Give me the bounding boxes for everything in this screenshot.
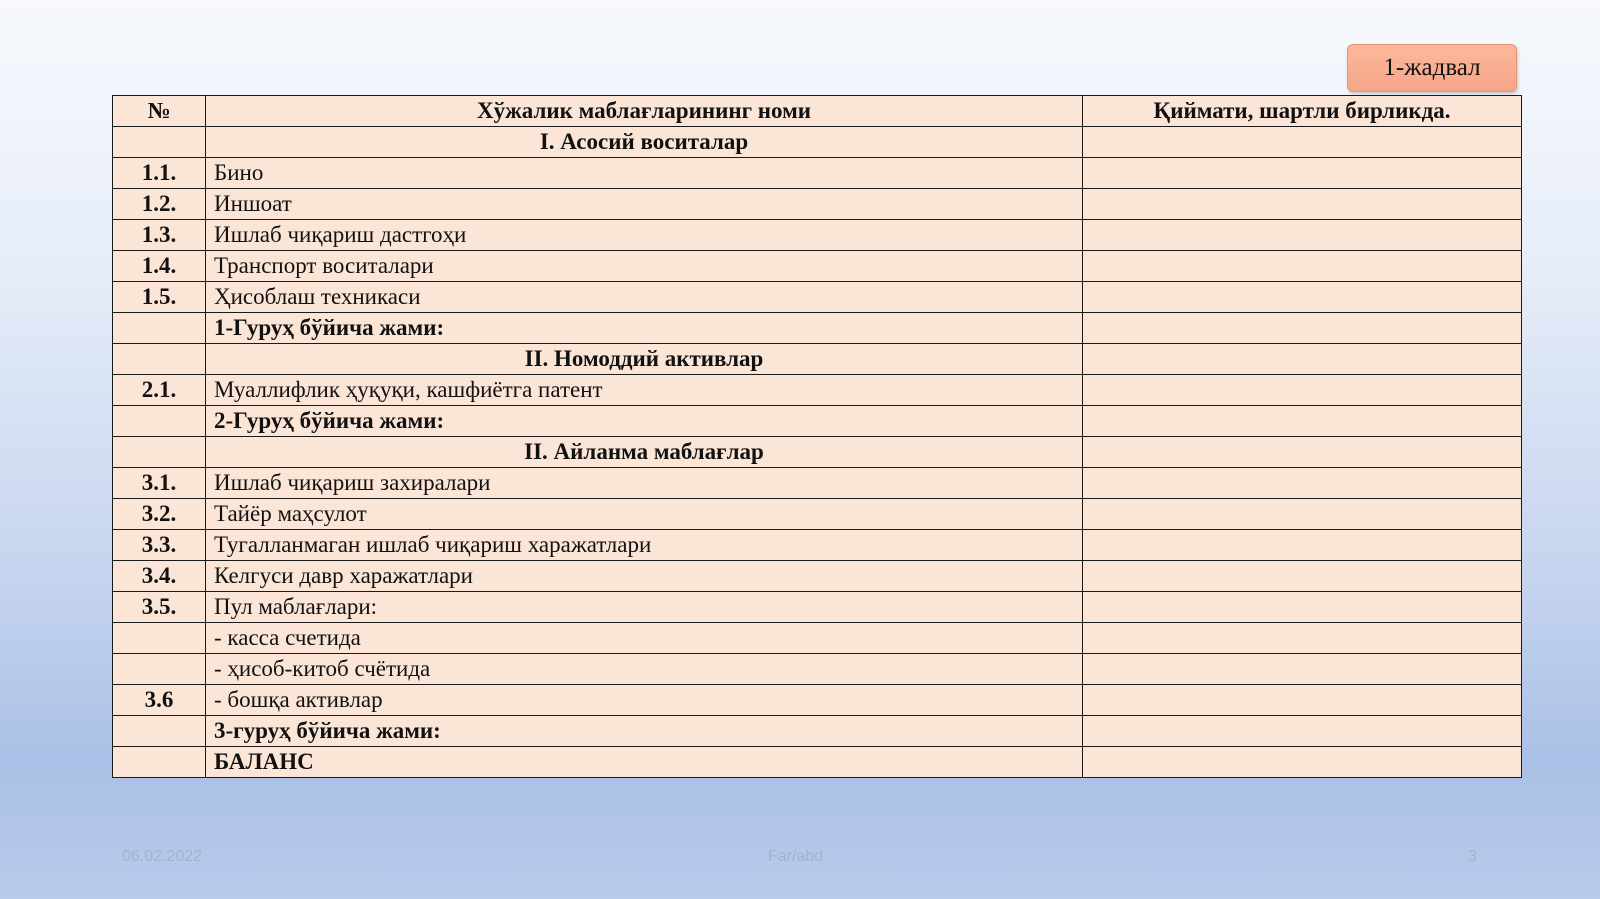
row-name: Тугалланмаган ишлаб чиқариш харажатлари <box>206 530 1083 561</box>
table-number-badge: 1-жадвал <box>1347 44 1517 92</box>
table-row <box>113 468 1522 499</box>
section-heading: II. Номоддий активлар <box>206 344 1083 375</box>
row-value <box>1083 282 1522 313</box>
footer-author: Far/abd <box>768 848 824 865</box>
row-value <box>1083 685 1522 716</box>
row-value <box>1083 716 1522 747</box>
table-header-row <box>113 96 1522 127</box>
footer-page-number: 3 <box>1468 848 1477 865</box>
row-value <box>1083 158 1522 189</box>
row-number <box>113 747 206 778</box>
row-value <box>1083 375 1522 406</box>
row-name: Пул маблағлари: <box>206 592 1083 623</box>
balance-total-label: БАЛАНС <box>206 747 1083 778</box>
row-value <box>1083 437 1522 468</box>
row-value <box>1083 747 1522 778</box>
table-row-section <box>113 127 1522 158</box>
header-value: Қиймати, шартли бирликда. <box>1083 96 1522 127</box>
table-row-subtotal <box>113 716 1522 747</box>
row-number <box>113 654 206 685</box>
section-heading: II. Айланма маблағлар <box>206 437 1083 468</box>
row-number: 1.1. <box>113 158 206 189</box>
subtotal-label: 1-Гуруҳ бўйича жами: <box>206 313 1083 344</box>
row-number: 3.2. <box>113 499 206 530</box>
row-number <box>113 127 206 158</box>
table-row <box>113 251 1522 282</box>
row-name: Ишлаб чиқариш захиралари <box>206 468 1083 499</box>
row-number <box>113 313 206 344</box>
row-name: Иншоат <box>206 189 1083 220</box>
row-number: 1.5. <box>113 282 206 313</box>
row-name: - бошқа активлар <box>206 685 1083 716</box>
table-row <box>113 189 1522 220</box>
header-asset-name: Хўжалик маблағларининг номи <box>206 96 1083 127</box>
row-number <box>113 623 206 654</box>
row-value <box>1083 251 1522 282</box>
row-number: 1.3. <box>113 220 206 251</box>
row-name: Ҳисоблаш техникаси <box>206 282 1083 313</box>
row-name: - ҳисоб-китоб счётида <box>206 654 1083 685</box>
row-number: 1.4. <box>113 251 206 282</box>
row-value <box>1083 623 1522 654</box>
subtotal-label: 2-Гуруҳ бўйича жами: <box>206 406 1083 437</box>
row-value <box>1083 654 1522 685</box>
row-value <box>1083 127 1522 158</box>
row-number: 3.1. <box>113 468 206 499</box>
row-number: 3.3. <box>113 530 206 561</box>
table-row <box>113 654 1522 685</box>
row-name: Келгуси давр харажатлари <box>206 561 1083 592</box>
row-value <box>1083 530 1522 561</box>
row-value <box>1083 499 1522 530</box>
row-number <box>113 716 206 747</box>
row-value <box>1083 220 1522 251</box>
row-number: 2.1. <box>113 375 206 406</box>
table-row-subtotal <box>113 406 1522 437</box>
row-name: Муаллифлик ҳуқуқи, кашфиётга патент <box>206 375 1083 406</box>
footer-date: 06.02.2022 <box>122 848 203 865</box>
row-value <box>1083 344 1522 375</box>
row-name: Бино <box>206 158 1083 189</box>
table-row-section <box>113 344 1522 375</box>
row-value <box>1083 592 1522 623</box>
header-number: № <box>113 96 206 127</box>
row-number: 3.4. <box>113 561 206 592</box>
row-value <box>1083 561 1522 592</box>
table-row <box>113 623 1522 654</box>
row-name: Ишлаб чиқариш дастгоҳи <box>206 220 1083 251</box>
row-value <box>1083 313 1522 344</box>
row-number: 1.2. <box>113 189 206 220</box>
row-value <box>1083 468 1522 499</box>
table-row <box>113 592 1522 623</box>
table-row-subtotal <box>113 313 1522 344</box>
row-number: 3.6 <box>113 685 206 716</box>
table-row <box>113 685 1522 716</box>
row-number <box>113 406 206 437</box>
table-row <box>113 158 1522 189</box>
table-row <box>113 561 1522 592</box>
row-value <box>1083 189 1522 220</box>
balance-table <box>112 95 1522 778</box>
section-heading: I. Асосий воситалар <box>206 127 1083 158</box>
table-row <box>113 530 1522 561</box>
table-row <box>113 499 1522 530</box>
table-row-total <box>113 747 1522 778</box>
row-name: Тайёр маҳсулот <box>206 499 1083 530</box>
table-row-section <box>113 437 1522 468</box>
row-number <box>113 344 206 375</box>
table-row <box>113 220 1522 251</box>
row-value <box>1083 406 1522 437</box>
row-number <box>113 437 206 468</box>
row-name: - касса счетида <box>206 623 1083 654</box>
row-name: Транспорт воситалари <box>206 251 1083 282</box>
table-row <box>113 282 1522 313</box>
row-number: 3.5. <box>113 592 206 623</box>
subtotal-label: 3-гуруҳ бўйича жами: <box>206 716 1083 747</box>
table-row <box>113 375 1522 406</box>
